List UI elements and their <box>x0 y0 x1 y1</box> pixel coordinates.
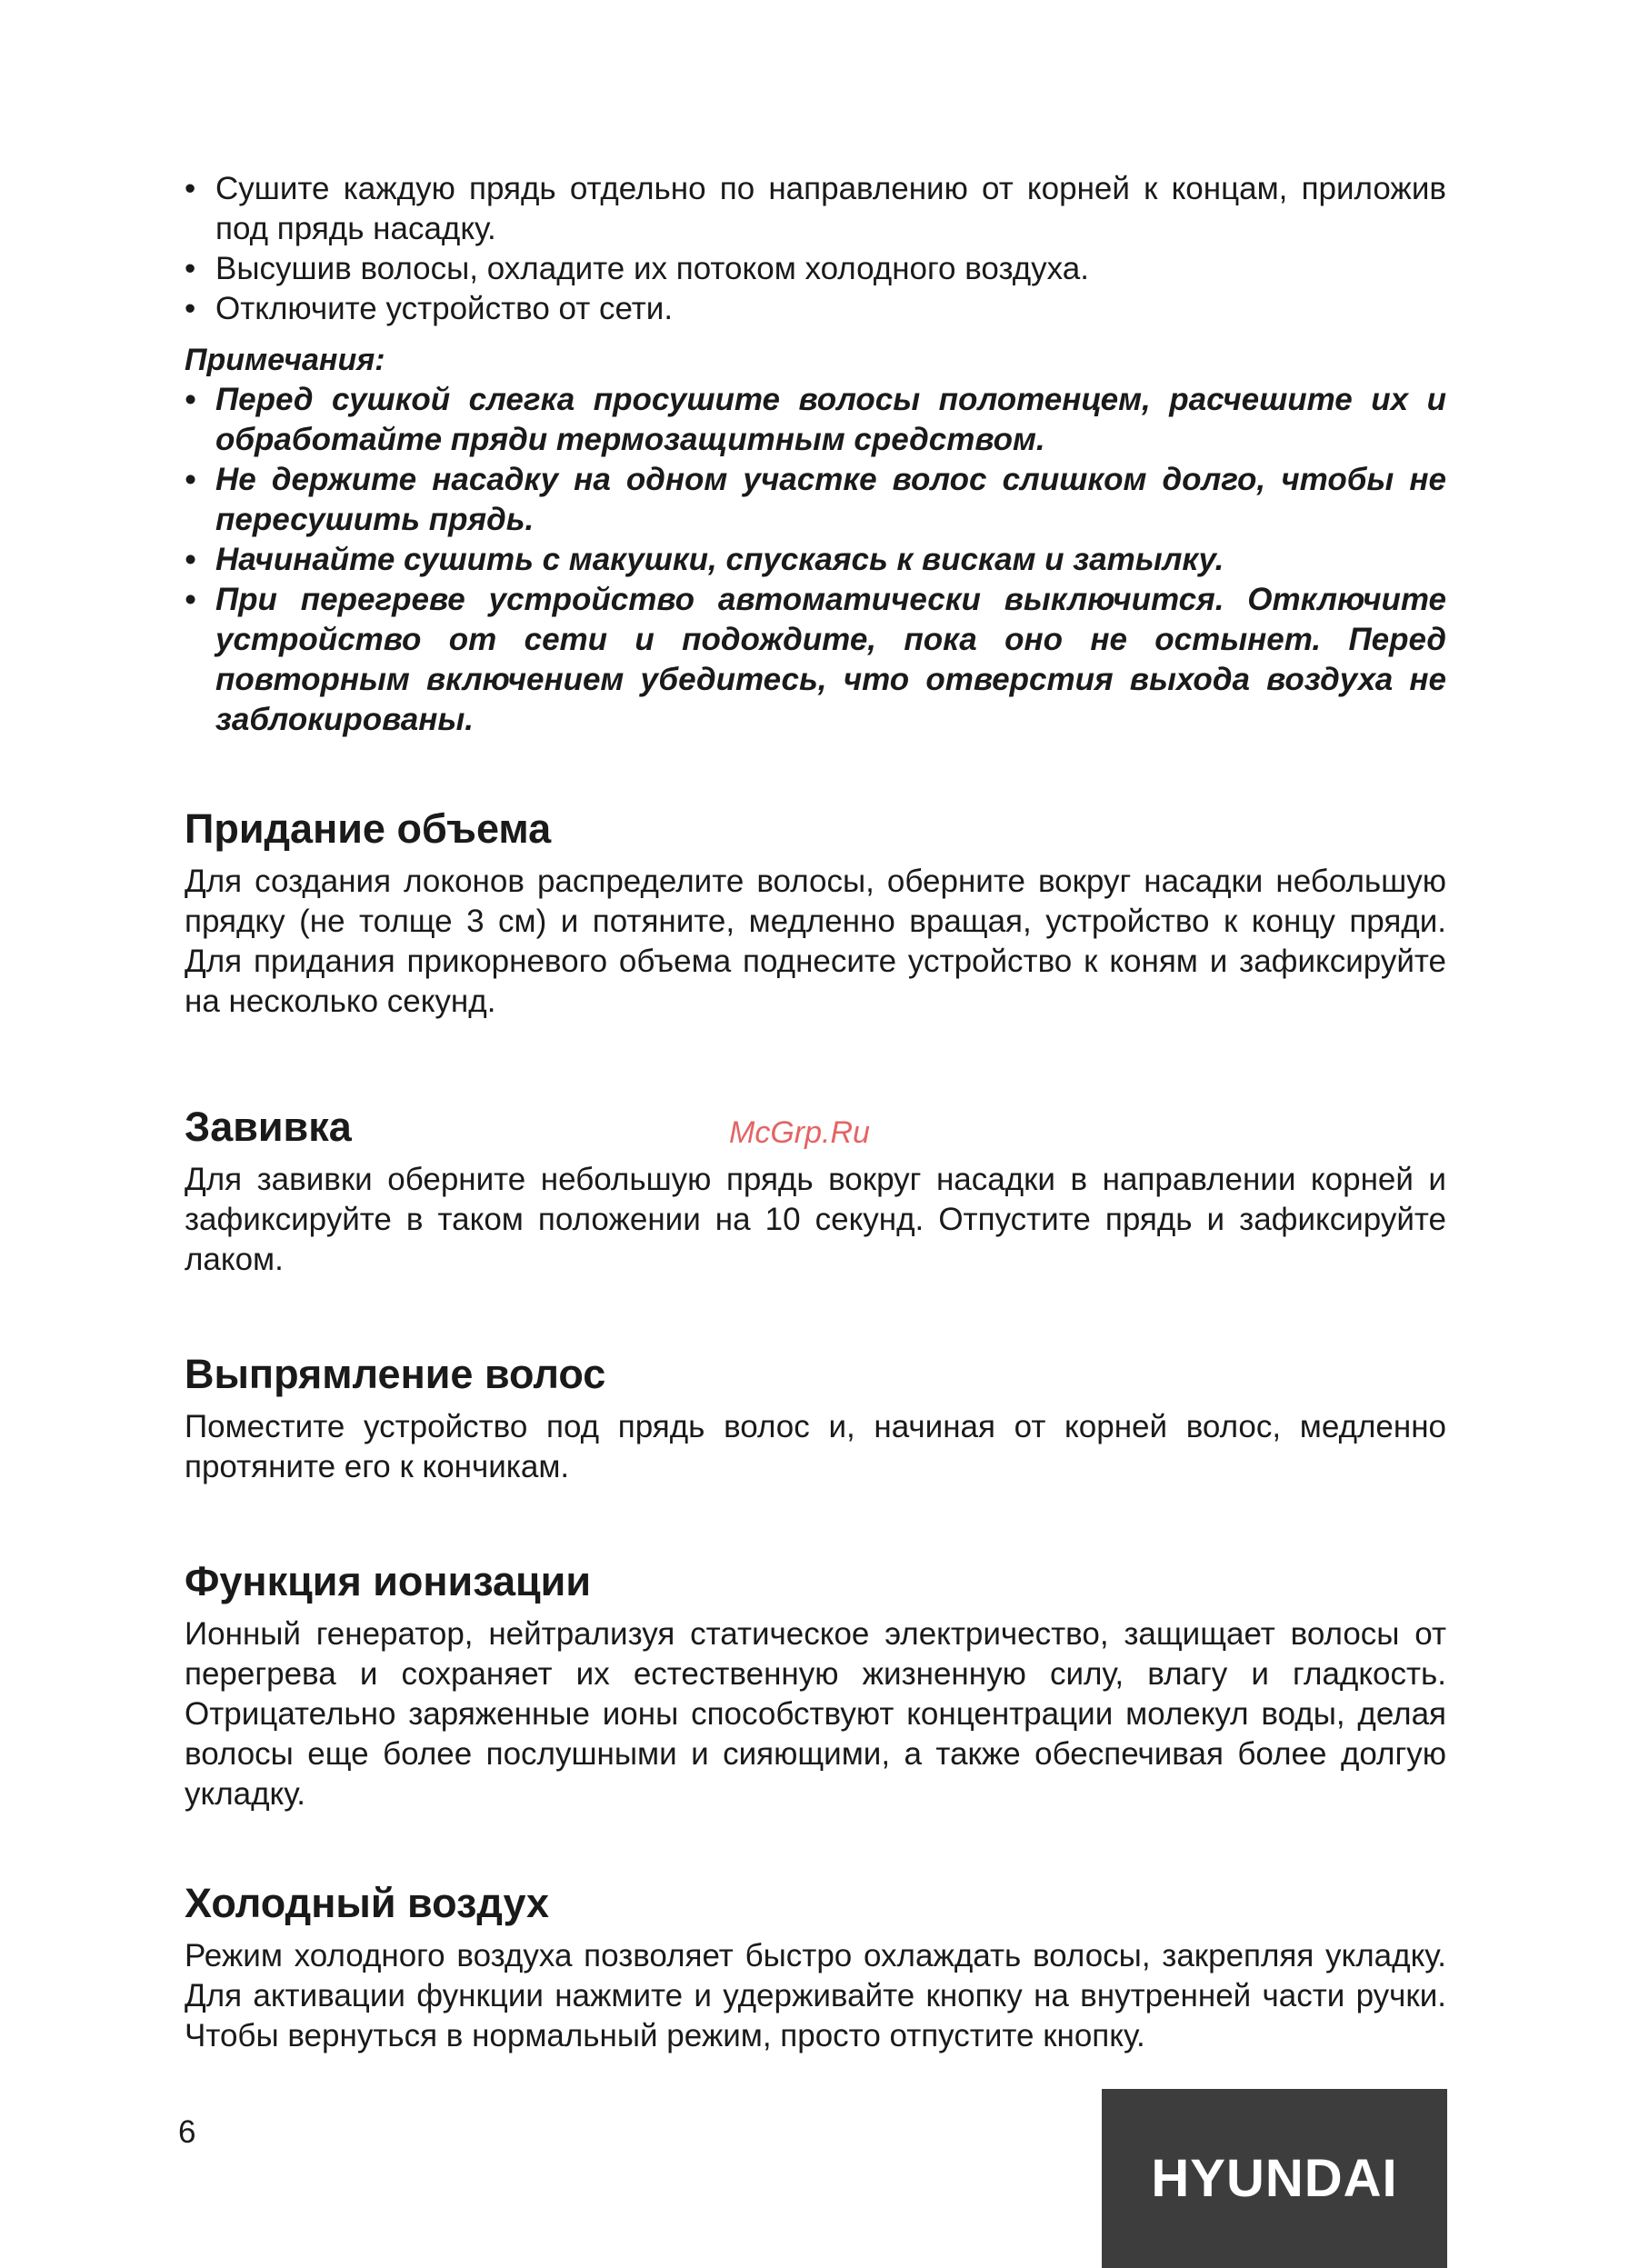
list-item: • Перед сушкой слегка просушите волосы полотенцем, расчешите их и обработайте пряди термозащитным средством. <box>185 382 1446 457</box>
list-item: • Не держите насадку на одном участке волос слишком долго, чтобы не пересушить прядь. <box>185 462 1446 537</box>
section-heading: Функция ионизации <box>185 1558 592 1604</box>
watermark: McGrp.Ru <box>729 1115 870 1150</box>
brand-logo <box>1102 2089 1447 2268</box>
notes-title: Примечания: <box>185 343 385 377</box>
section-ionization <box>185 1556 1446 1814</box>
page-number: 6 <box>178 2114 196 2150</box>
section-text: Для завивки оберните небольшую прядь вокруг насадки в направлении корней и зафиксируйте в таком положении на 10 секунд. Отпустите прядь и зафиксируйте лаком. <box>185 1162 1446 1277</box>
section-volume <box>185 804 1446 1022</box>
section-cold-air <box>185 1878 1446 2056</box>
section-heading: Холодный воздух <box>185 1880 550 1926</box>
section-text: Поместите устройство под прядь волос и, начиная от корней волос, медленно протяните его к кончикам. <box>185 1409 1446 1484</box>
list-item: • Начинайте сушить с макушки, спускаясь к вискам и затылку. <box>185 542 1224 577</box>
notes-list <box>185 380 1446 740</box>
section-heading: Выпрямление волос <box>185 1351 606 1397</box>
section-heading: Придание объема <box>185 805 552 852</box>
section-text: Режим холодного воздуха позволяет быстро охлаждать волосы, закрепляя укладку. Для активации функции нажмите и удерживайте кнопку на внутренней части ручки. Чтобы вернуться в нормальный режим, просто отпустите кнопку. <box>185 1938 1446 2053</box>
section-text: Для создания локонов распределите волосы, оберните вокруг насадки небольшую прядку (не толще 3 см) и потяните, медленно вращая, устройство к концу пряди. Для придания прикорневого объема поднесите устройство к коням и зафиксируйте на несколько секунд. <box>185 864 1446 1019</box>
list-item: • Сушите каждую прядь отдельно по направлению от корней к концам, приложив под прядь насадку. <box>185 171 1446 246</box>
section-text: Ионный генератор, нейтрализуя статическое электричество, защищает волосы от перегрева и сохраняет их естественную жизненную силу, влагу и гладкость. Отрицательно заряженные ионы способствуют концентрации молекул воды, делая волосы еще более послушными и сияющими, а также обеспечивая более долгую укладку. <box>185 1616 1446 1812</box>
section-straightening <box>185 1349 1446 1487</box>
brand-logo-text: HYUNDAI <box>1151 2149 1398 2208</box>
page-content <box>185 169 1446 2056</box>
section-heading: Завивка <box>185 1104 352 1150</box>
list-item: • Высушив волосы, охладите их потоком холодного воздуха. <box>185 251 1089 286</box>
list-item: • Отключите устройство от сети. <box>185 291 674 326</box>
list-item: • При перегреве устройство автоматически выключится. Отключите устройство от сети и подождите, пока оно не остынет. Перед повторным включением убедитесь, что отверстия выхода воздуха не заблокированы. <box>185 582 1446 737</box>
steps-list <box>185 169 1446 329</box>
